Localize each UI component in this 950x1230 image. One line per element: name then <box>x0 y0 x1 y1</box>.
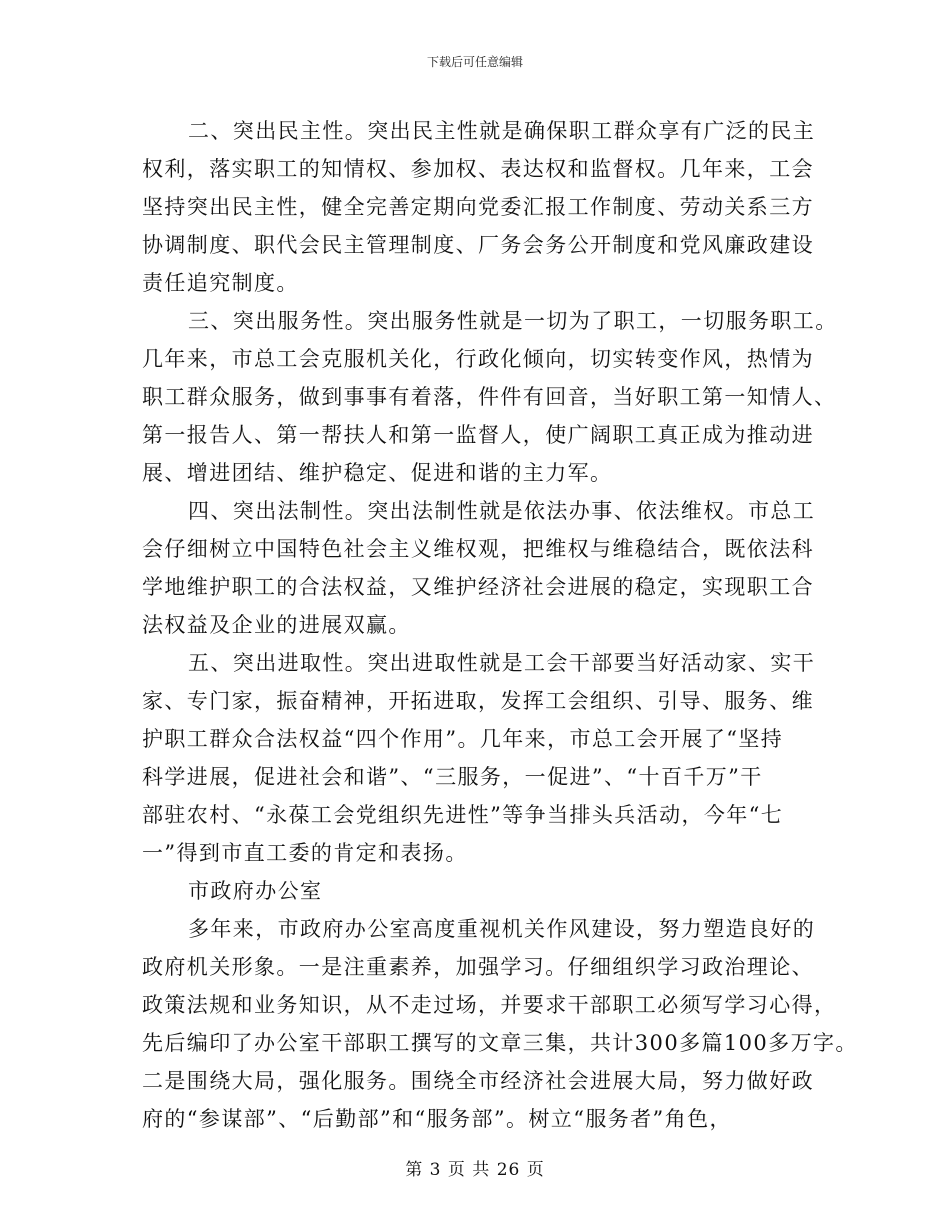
paragraph-line: 多年来，市政府办公室高度重视机关作风建设，努力塑造良好的 <box>188 917 816 941</box>
paragraph-line: 部驻农村、“永葆工会党组织先进性”等争当排头兵活动，今年“七 <box>142 803 784 827</box>
paragraph-line: 五、突出进取性。突出进取性就是工会干部要当好活动家、实干 <box>188 651 816 675</box>
paragraph-line: 几年来，市总工会克服机关化，行政化倾向，切实转变作风，热情为 <box>142 347 814 371</box>
paragraph-line: 职工群众服务，做到事事有着落，件件有回音，当好职工第一知情人、 <box>142 385 837 409</box>
section-heading: 市政府办公室 <box>188 879 323 903</box>
paragraph-line: 三、突出服务性。突出服务性就是一切为了职工，一切服务职工。 <box>188 309 838 333</box>
paragraph-line: 科学进展，促进社会和谐”、“三服务，一促进”、“十百千万”干 <box>142 765 763 789</box>
paragraph-line: 协调制度、职代会民主管理制度、厂务会务公开制度和党风廉政建设 <box>142 233 814 257</box>
paragraph-line: 法权益及企业的进展双赢。 <box>142 613 411 637</box>
page-number-footer: 第 3 页 共 26 页 <box>405 1160 545 1180</box>
paragraph-line: 一”得到市直工委的肯定和表扬。 <box>142 841 468 865</box>
paragraph-line: 政府机关形象。一是注重素养，加强学习。仔细组织学习政治理论、 <box>142 955 814 979</box>
paragraph-line: 二、突出民主性。突出民主性就是确保职工群众享有广泛的民主 <box>188 119 816 143</box>
paragraph-line: 护职工群众合法权益“四个作用”。几年来，市总工会开展了“坚持 <box>142 727 784 751</box>
page-header: 下载后可任意编辑 <box>426 55 523 69</box>
paragraph-line: 四、突出法制性。突出法制性就是依法办事、依法维权。市总工 <box>188 499 816 523</box>
paragraph-line: 学地维护职工的合法权益，又维护经济社会进展的稳定，实现职工合 <box>142 575 814 599</box>
paragraph-line: 坚持突出民主性，健全完善定期向党委汇报工作制度、劳动关系三方 <box>142 195 814 219</box>
paragraph-line: 二是围绕大局，强化服务。围绕全市经济社会进展大局，努力做好政 <box>142 1069 814 1093</box>
paragraph-line: 府的“参谋部”、“后勤部”和“服务部”。树立“服务者”角色， <box>142 1107 732 1131</box>
paragraph-line: 权利，落实职工的知情权、参加权、表达权和监督权。几年来，工会 <box>142 157 814 181</box>
document-body <box>142 112 858 1138</box>
paragraph-line: 第一报告人、第一帮扶人和第一监督人，使广阔职工真正成为推动进 <box>142 423 814 447</box>
paragraph-line: 家、专门家，振奋精神，开拓进取，发挥工会组织、引导、服务、维 <box>142 689 814 713</box>
paragraph-line: 责任追究制度。 <box>142 271 299 295</box>
paragraph-line: 展、增进团结、维护稳定、促进和谐的主力军。 <box>142 461 613 485</box>
paragraph-line: 政策法规和业务知识，从不走过场，并要求干部职工必须写学习心得， <box>142 993 837 1017</box>
paragraph-line: 会仔细树立中国特色社会主义维权观，把维权与维稳结合，既依法科 <box>142 537 814 561</box>
paragraph-line: 先后编印了办公室干部职工撰写的文章三集，共计300多篇100多万字。 <box>142 1031 858 1055</box>
